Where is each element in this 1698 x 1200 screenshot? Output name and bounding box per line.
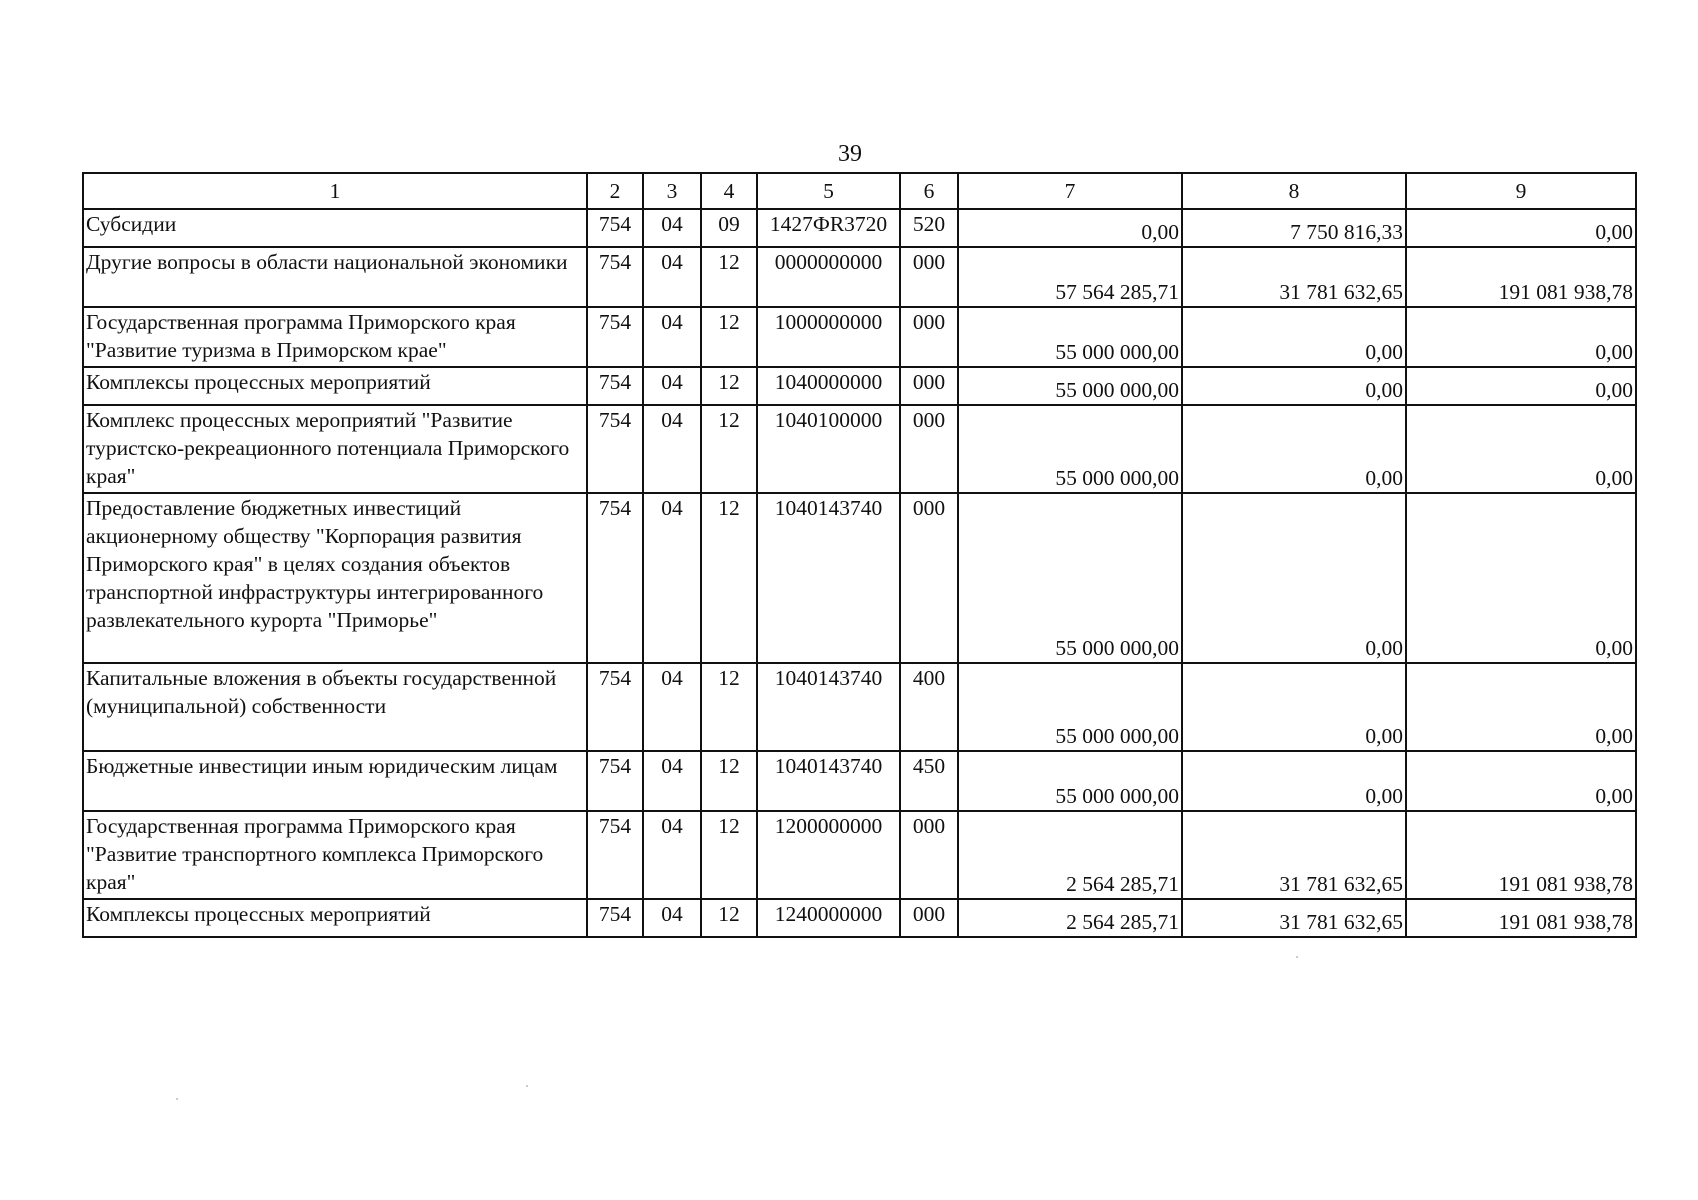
table-row xyxy=(83,367,1636,405)
row-name: Государственная программа Приморского края "Развитие туризма в Приморском крае" xyxy=(83,307,587,367)
column-header: 5 xyxy=(757,173,900,209)
row-name: Предоставление бюджетных инвестиций акционерному обществу "Корпорация развития Приморского края" в целях создания объектов транспортной инфраструктуры интегрированного развлекательного курорта "Приморье" xyxy=(83,493,587,663)
column-header: 6 xyxy=(900,173,958,209)
table-row xyxy=(83,307,1636,367)
admin-code: 754 xyxy=(587,751,643,811)
amount-col-8: 31 781 632,65 xyxy=(1182,811,1406,899)
row-name: Государственная программа Приморского края "Развитие транспортного комплекса Приморского края" xyxy=(83,811,587,899)
subsection-code: 12 xyxy=(701,663,757,751)
section-code: 04 xyxy=(643,367,701,405)
amount-col-8: 31 781 632,65 xyxy=(1182,247,1406,307)
target-article-code: 1040000000 xyxy=(757,367,900,405)
target-article-code: 1000000000 xyxy=(757,307,900,367)
target-article-code: 1040143740 xyxy=(757,663,900,751)
admin-code: 754 xyxy=(587,209,643,247)
subsection-code: 09 xyxy=(701,209,757,247)
subsection-code: 12 xyxy=(701,367,757,405)
table-row xyxy=(83,493,1636,663)
amount-col-7: 55 000 000,00 xyxy=(958,307,1182,367)
amount-col-7: 2 564 285,71 xyxy=(958,899,1182,937)
target-article-code: 1040100000 xyxy=(757,405,900,493)
row-name: Комплекс процессных мероприятий "Развитие туристско-рекреационного потенциала Приморского края" xyxy=(83,405,587,493)
table-row xyxy=(83,663,1636,751)
amount-col-7: 57 564 285,71 xyxy=(958,247,1182,307)
amount-col-7: 55 000 000,00 xyxy=(958,367,1182,405)
target-article-code: 1427ФR3720 xyxy=(757,209,900,247)
amount-col-8: 0,00 xyxy=(1182,367,1406,405)
expense-type-code: 000 xyxy=(900,307,958,367)
amount-col-9: 0,00 xyxy=(1406,751,1636,811)
subsection-code: 12 xyxy=(701,811,757,899)
amount-col-8: 0,00 xyxy=(1182,493,1406,663)
amount-col-8: 7 750 816,33 xyxy=(1182,209,1406,247)
amount-col-9: 0,00 xyxy=(1406,209,1636,247)
header-row xyxy=(83,173,1636,209)
budget-table xyxy=(82,172,1637,938)
table-row xyxy=(83,209,1636,247)
amount-col-7: 2 564 285,71 xyxy=(958,811,1182,899)
table-row xyxy=(83,899,1636,937)
section-code: 04 xyxy=(643,493,701,663)
amount-col-9: 191 081 938,78 xyxy=(1406,247,1636,307)
expense-type-code: 000 xyxy=(900,493,958,663)
column-header: 3 xyxy=(643,173,701,209)
amount-col-7: 55 000 000,00 xyxy=(958,405,1182,493)
row-name: Бюджетные инвестиции иным юридическим лицам xyxy=(83,751,587,811)
scan-speck xyxy=(1296,956,1298,958)
expense-type-code: 000 xyxy=(900,811,958,899)
admin-code: 754 xyxy=(587,663,643,751)
section-code: 04 xyxy=(643,405,701,493)
table-row xyxy=(83,811,1636,899)
column-header: 2 xyxy=(587,173,643,209)
amount-col-9: 191 081 938,78 xyxy=(1406,811,1636,899)
subsection-code: 12 xyxy=(701,493,757,663)
section-code: 04 xyxy=(643,209,701,247)
amount-col-9: 0,00 xyxy=(1406,663,1636,751)
row-name: Субсидии xyxy=(83,209,587,247)
admin-code: 754 xyxy=(587,811,643,899)
subsection-code: 12 xyxy=(701,751,757,811)
expense-type-code: 400 xyxy=(900,663,958,751)
row-name: Капитальные вложения в объекты государственной (муниципальной) собственности xyxy=(83,663,587,751)
admin-code: 754 xyxy=(587,405,643,493)
table-row xyxy=(83,751,1636,811)
scan-speck xyxy=(176,1098,178,1100)
row-name: Комплексы процессных мероприятий xyxy=(83,899,587,937)
amount-col-9: 191 081 938,78 xyxy=(1406,899,1636,937)
section-code: 04 xyxy=(643,247,701,307)
column-header: 8 xyxy=(1182,173,1406,209)
amount-col-8: 0,00 xyxy=(1182,307,1406,367)
subsection-code: 12 xyxy=(701,247,757,307)
amount-col-7: 55 000 000,00 xyxy=(958,751,1182,811)
amount-col-9: 0,00 xyxy=(1406,307,1636,367)
section-code: 04 xyxy=(643,663,701,751)
amount-col-8: 0,00 xyxy=(1182,751,1406,811)
expense-type-code: 000 xyxy=(900,247,958,307)
subsection-code: 12 xyxy=(701,405,757,493)
admin-code: 754 xyxy=(587,367,643,405)
target-article-code: 1200000000 xyxy=(757,811,900,899)
amount-col-7: 55 000 000,00 xyxy=(958,493,1182,663)
admin-code: 754 xyxy=(587,493,643,663)
target-article-code: 1040143740 xyxy=(757,493,900,663)
amount-col-8: 0,00 xyxy=(1182,405,1406,493)
admin-code: 754 xyxy=(587,899,643,937)
column-header: 1 xyxy=(83,173,587,209)
expense-type-code: 520 xyxy=(900,209,958,247)
section-code: 04 xyxy=(643,811,701,899)
admin-code: 754 xyxy=(587,247,643,307)
expense-type-code: 450 xyxy=(900,751,958,811)
table-row xyxy=(83,247,1636,307)
target-article-code: 1040143740 xyxy=(757,751,900,811)
amount-col-9: 0,00 xyxy=(1406,367,1636,405)
table-row xyxy=(83,405,1636,493)
amount-col-8: 0,00 xyxy=(1182,663,1406,751)
section-code: 04 xyxy=(643,307,701,367)
expense-type-code: 000 xyxy=(900,899,958,937)
column-header: 9 xyxy=(1406,173,1636,209)
admin-code: 754 xyxy=(587,307,643,367)
section-code: 04 xyxy=(643,751,701,811)
subsection-code: 12 xyxy=(701,307,757,367)
column-header: 4 xyxy=(701,173,757,209)
target-article-code: 0000000000 xyxy=(757,247,900,307)
subsection-code: 12 xyxy=(701,899,757,937)
target-article-code: 1240000000 xyxy=(757,899,900,937)
amount-col-7: 55 000 000,00 xyxy=(958,663,1182,751)
expense-type-code: 000 xyxy=(900,405,958,493)
amount-col-7: 0,00 xyxy=(958,209,1182,247)
amount-col-9: 0,00 xyxy=(1406,493,1636,663)
scan-speck xyxy=(526,1085,528,1087)
section-code: 04 xyxy=(643,899,701,937)
expense-type-code: 000 xyxy=(900,367,958,405)
page-number: 39 xyxy=(838,141,862,167)
row-name: Комплексы процессных мероприятий xyxy=(83,367,587,405)
amount-col-8: 31 781 632,65 xyxy=(1182,899,1406,937)
amount-col-9: 0,00 xyxy=(1406,405,1636,493)
column-header: 7 xyxy=(958,173,1182,209)
row-name: Другие вопросы в области национальной экономики xyxy=(83,247,587,307)
